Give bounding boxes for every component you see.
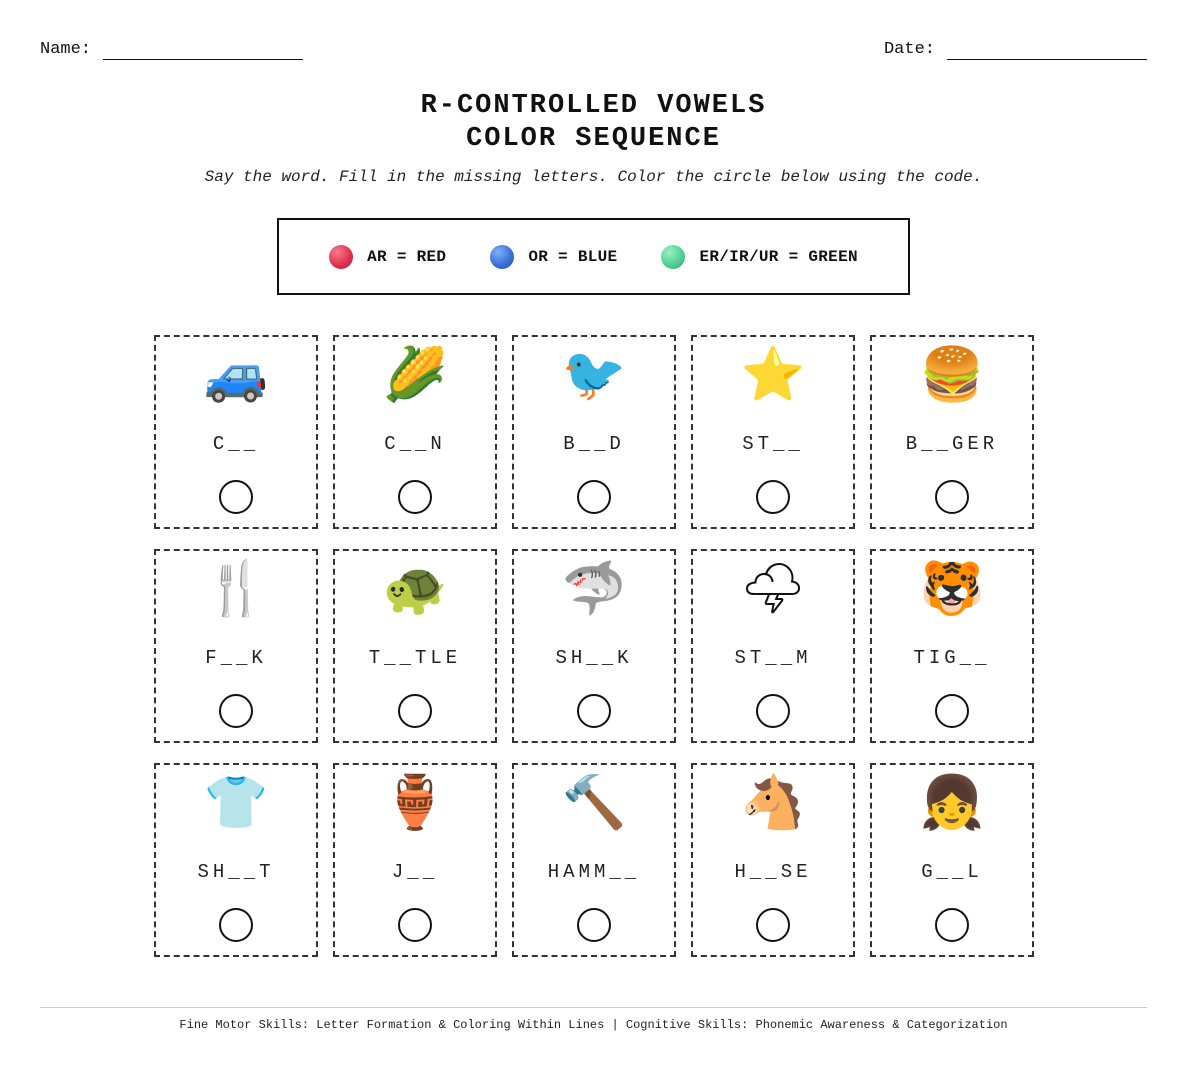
color-circle[interactable] <box>935 480 969 514</box>
word-card <box>691 335 855 529</box>
turtle-icon: 🐢 <box>382 563 448 622</box>
word-card <box>333 763 497 957</box>
girl-icon: 👧 <box>919 777 985 836</box>
footer-divider <box>40 1007 1147 1008</box>
color-circle[interactable] <box>756 908 790 942</box>
jar-icon: 🏺 <box>382 777 448 836</box>
legend-label: ER/IR/UR = GREEN <box>699 247 858 266</box>
word-blank: J__ <box>391 861 439 883</box>
color-circle[interactable] <box>219 480 253 514</box>
word-blank: SH__K <box>555 647 633 669</box>
red-dot-icon <box>329 245 353 269</box>
word-card <box>154 549 318 743</box>
word-blank: ST__ <box>742 433 804 455</box>
header-row <box>40 40 1147 60</box>
word-blank: H__SE <box>734 861 812 883</box>
word-card <box>154 763 318 957</box>
word-blank: F__K <box>205 647 267 669</box>
word-blank: T__TLE <box>368 647 462 669</box>
burger-icon: 🍔 <box>919 349 985 408</box>
name-label: Name: <box>40 40 92 59</box>
date-field[interactable] <box>884 40 1147 60</box>
storm-cloud-icon: 🌩 <box>739 563 806 622</box>
word-card <box>512 549 676 743</box>
color-circle[interactable] <box>398 908 432 942</box>
title-line-1: R-CONTROLLED VOWELS <box>420 91 767 121</box>
tiger-icon: 🐯 <box>919 563 985 622</box>
color-circle[interactable] <box>398 480 432 514</box>
hammer-icon: 🔨 <box>561 777 627 836</box>
color-circle[interactable] <box>577 480 611 514</box>
color-circle[interactable] <box>756 694 790 728</box>
title-line-2: COLOR SEQUENCE <box>466 124 721 154</box>
name-field[interactable] <box>40 40 303 60</box>
legend-item-er-ir-ur <box>661 245 857 269</box>
word-blank: SH__T <box>197 861 275 883</box>
star-icon: ⭐ <box>740 349 806 408</box>
word-card <box>512 763 676 957</box>
word-card <box>333 549 497 743</box>
fork-knife-icon: 🍴 <box>203 563 269 622</box>
color-circle[interactable] <box>577 908 611 942</box>
word-blank: C__N <box>384 433 446 455</box>
shark-icon: 🦈 <box>561 563 627 622</box>
shirt-icon: 👕 <box>203 777 269 836</box>
word-blank: TIG__ <box>913 647 991 669</box>
page-title <box>0 90 1187 156</box>
instructions: Say the word. Fill in the missing letters. Color the circle below using the code. <box>204 168 983 186</box>
blue-dot-icon <box>490 245 514 269</box>
legend-item-or <box>490 245 617 269</box>
color-circle[interactable] <box>219 908 253 942</box>
word-card-grid <box>154 335 1034 957</box>
word-card <box>691 549 855 743</box>
legend-label: OR = BLUE <box>528 247 618 266</box>
car-icon: 🚙 <box>203 349 269 408</box>
name-line[interactable] <box>103 46 303 60</box>
legend-label: AR = RED <box>367 247 447 266</box>
color-circle[interactable] <box>756 480 790 514</box>
word-card <box>333 335 497 529</box>
date-label: Date: <box>883 40 935 59</box>
word-blank: B__GER <box>905 433 999 455</box>
word-card <box>870 335 1034 529</box>
word-card <box>870 763 1034 957</box>
legend-item-ar <box>329 245 446 269</box>
word-card <box>870 549 1034 743</box>
word-card <box>154 335 318 529</box>
green-dot-icon <box>661 245 685 269</box>
color-circle[interactable] <box>219 694 253 728</box>
footer-skills: Fine Motor Skills: Letter Formation & Coloring Within Lines | Cognitive Skills: Phonemic Awareness & Categorization <box>179 1018 1008 1032</box>
word-card <box>512 335 676 529</box>
word-blank: C__ <box>212 433 260 455</box>
color-circle[interactable] <box>398 694 432 728</box>
color-circle[interactable] <box>935 694 969 728</box>
word-blank: HAMM__ <box>547 861 641 883</box>
color-circle[interactable] <box>935 908 969 942</box>
color-circle[interactable] <box>577 694 611 728</box>
date-line[interactable] <box>947 46 1147 60</box>
horse-icon: 🐴 <box>740 777 806 836</box>
bird-icon: 🐦 <box>561 349 627 408</box>
corn-icon: 🌽 <box>382 349 448 408</box>
color-legend <box>277 218 910 295</box>
word-card <box>691 763 855 957</box>
word-blank: ST__M <box>734 647 812 669</box>
word-blank: G__L <box>921 861 983 883</box>
word-blank: B__D <box>563 433 625 455</box>
